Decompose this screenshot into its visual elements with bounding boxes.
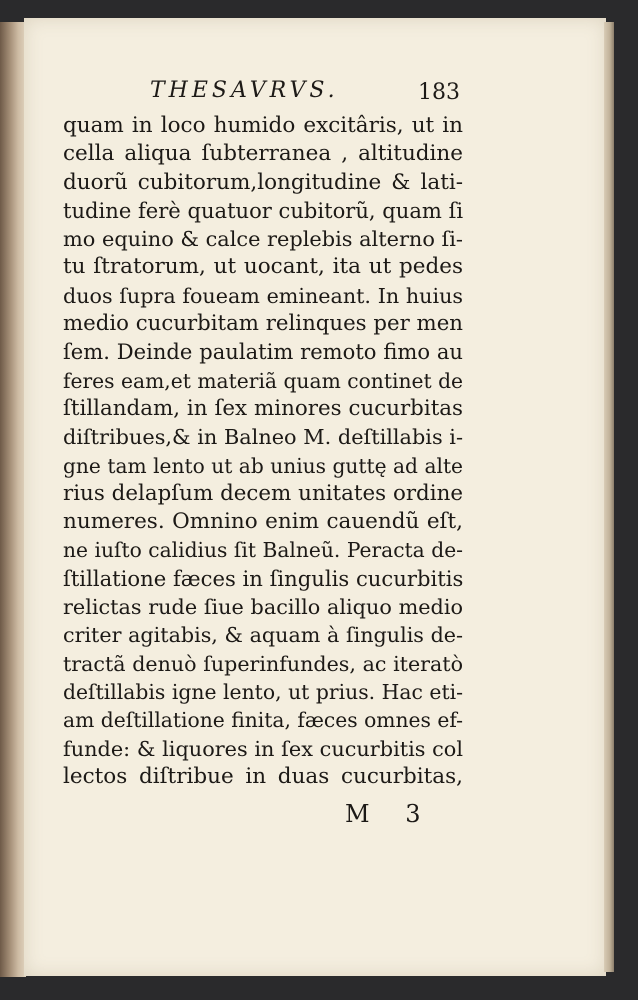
book-spine <box>0 22 26 977</box>
text-line: ſtillatione fæces in ſingulis cucurbitis <box>63 565 464 591</box>
text-line: duos ſupra foueam emineant. In huius <box>63 283 463 308</box>
text-line: deſtillabis igne lento, ut prius. Hac eti- <box>63 679 463 704</box>
page-edge <box>604 22 614 972</box>
text-line: lectos diſtribue in duas cucurbitas, <box>63 763 463 789</box>
signature-mark: M 3 <box>345 800 435 828</box>
text-line: mo equino & calce replebis alterno ſi- <box>63 227 463 252</box>
text-line: relictas rude ſiue bacillo aliquo medio <box>63 595 463 620</box>
text-line: numeres. Omnino enim cauendũ eſt, <box>63 509 463 535</box>
page-number: 183 <box>418 80 460 105</box>
text-line: tractã denuò ſuperinfundes, ac iteratò <box>63 651 463 676</box>
text-line: rius delapſum decem unitates ordine <box>63 480 463 506</box>
page-header <box>150 78 460 112</box>
text-line: medio cucurbitam relinques per men <box>63 311 463 337</box>
text-line: criter agitabis, & aquam à ſingulis de- <box>63 623 463 648</box>
text-line: ſtillandam, in ſex minores cucurbitas <box>63 395 463 421</box>
body-text <box>63 112 463 791</box>
text-line: funde: & liquores in ſex cucurbitis col <box>63 736 463 761</box>
text-line: duorũ cubitorum,longitudine & lati- <box>63 169 463 195</box>
text-line: ſem. Deinde paulatim remoto fimo au <box>63 339 463 365</box>
text-line: feres eam,et materiã quam continet de <box>63 368 464 393</box>
text-line: diſtribues,& in Balneo M. deſtillabis i- <box>63 425 463 450</box>
text-line: cella aliqua ſubterranea , altitudine <box>63 141 463 167</box>
text-line: tudine ferè quatuor cubitorũ, quam ſi <box>63 197 464 223</box>
running-title: THESAVRVS. <box>150 78 339 103</box>
text-line: ne iuſto calidius ſit Balneũ. Peracta de- <box>63 538 463 563</box>
text-line: quam in loco humido excitâris, ut in <box>63 113 463 138</box>
text-line: tu ſtratorum, ut uocant, ita ut pedes <box>63 254 463 280</box>
text-line: gne tam lento ut ab unius guttę ad alte <box>63 453 463 478</box>
text-line: am deſtillatione finita, fæces omnes ef- <box>63 708 464 733</box>
